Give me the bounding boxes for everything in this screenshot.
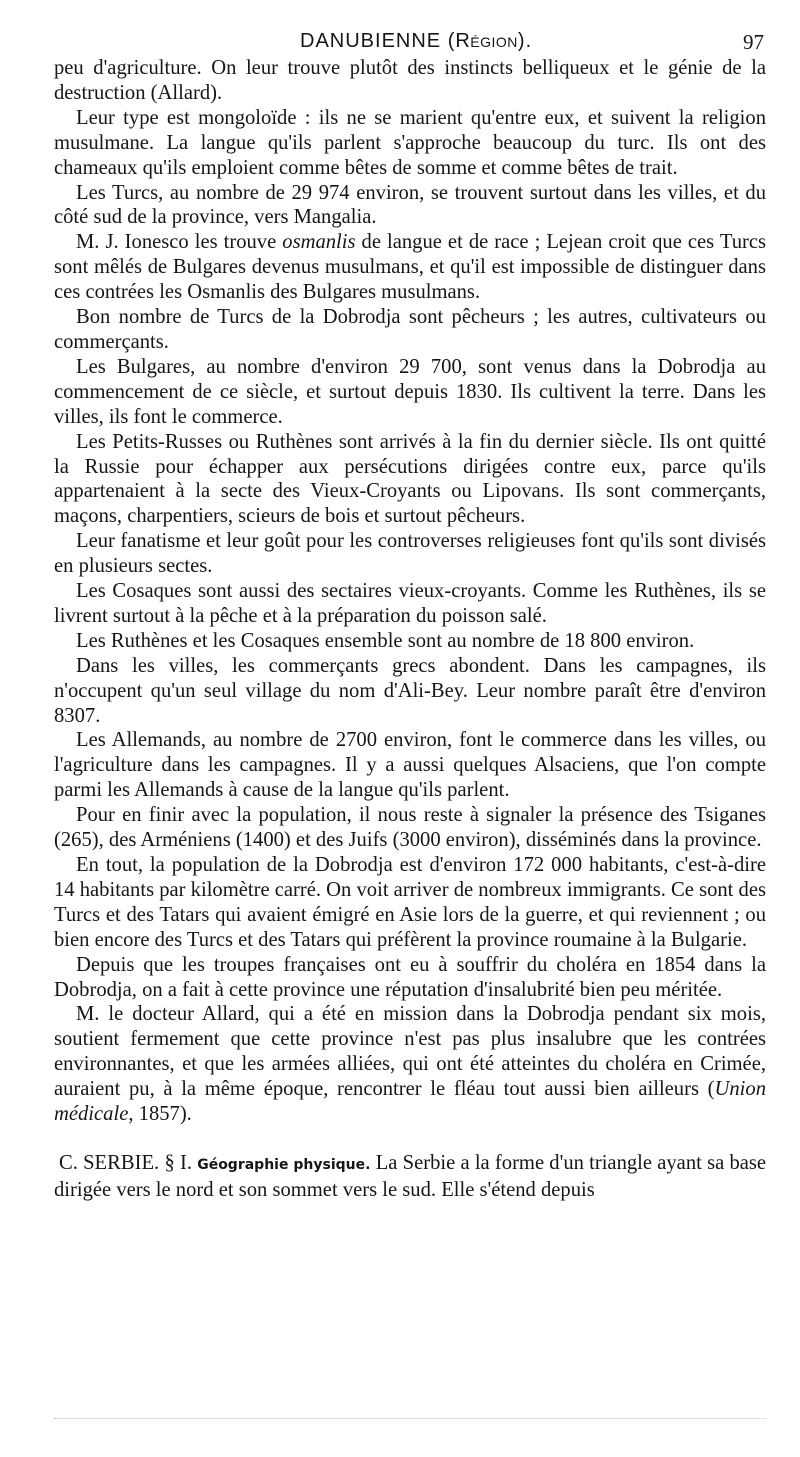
running-head-region: Région (455, 30, 518, 52)
paragraph: Pour en finir avec la population, il nous reste à signaler la présence des Tsiganes (265), des Arméniens (1400) et des Juifs (3000 environ), disséminés dans la province. (54, 804, 766, 852)
bottom-rule (54, 1418, 766, 1419)
page-number: 97 (743, 30, 764, 54)
running-head (300, 30, 532, 53)
paragraph: peu d'agriculture. On leur trouve plutôt des instincts belliqueux et le génie de la destruction (Allard). (54, 57, 766, 104)
paragraph: En tout, la population de la Dobrodja est d'environ 172 000 habitants, c'est-à-dire 14 habitants par kilomètre carré. On voit arriver de nombreux immigrants. Ce sont des Turcs et des Tatars qui avaient émigré en Asie lors de la guerre, et qui reviennent ; ou bien encore des Turcs et des Tatars qui préfèrent la province roumaine à la Bulgarie. (54, 854, 767, 951)
italic-text: Union médicale (54, 1078, 766, 1126)
section-text: La Serbie a la forme d'un triangle ayant sa base dirigée vers le nord et son sommet vers le sud. Elle s'étend depuis (54, 1151, 767, 1201)
paragraph: Les Bulgares, au nombre d'environ 29 700, sont venus dans la Dobrodja au commencement de ce siècle, et surtout depuis 1830. Ils cultivent la terre. Dans les villes, ils font le commerce. (54, 355, 766, 428)
paragraph: Leur fanatisme et leur goût pour les controverses religieuses font qu'ils sont divisés en plusieurs sectes. (54, 530, 766, 578)
paragraph: Les Cosaques sont aussi des sectaires vieux-croyants. Comme les Ruthènes, ils se livrent surtout à la pêche et à la préparation du poisson salé. (54, 580, 766, 627)
paragraph: Depuis que les troupes françaises ont eu à souffrir du choléra en 1854 dans la Dobrodja, on a fait à cette province une réputation d'insalubrité bien peu méritée. (54, 953, 766, 1001)
section-label: C. SERBIE. (59, 1151, 160, 1174)
paragraph: Les Turcs, au nombre de 29 974 environ, se trouvent surtout dans les villes, et du côté sud de la province, vers Mangalia. (54, 181, 766, 229)
book-page (54, 26, 766, 1203)
running-head-close: ). (517, 30, 533, 52)
italic-text: osmanlis (282, 231, 356, 254)
paragraph: Les Petits-Russes ou Ruthènes sont arrivés à la fin du dernier siècle. Ils ont quitté la Russie pour échapper aux persécutions dirigées contre eux, parce qu'ils appartenaient à la secte des Vieux-Croyants ou Lipovans. Ils sont commerçants, maçons, charpentiers, scieurs de bois et surtout pêcheurs. (54, 430, 766, 528)
paragraph: Les Ruthènes et les Cosaques ensemble sont au nombre de 18 800 environ. (76, 629, 695, 652)
paragraph: Leur type est mongoloïde : ils ne se marient qu'entre eux, et suivent la religion musulmane. La langue qu'ils parlent s'approche beaucoup du turc. Ils ont des chameaux qu'ils emploient comme bêtes de somme et comme bêtes de trait. (54, 106, 766, 179)
body-text (54, 56, 766, 1203)
paragraph: M. le docteur Allard, qui a été en mission dans la Dobrodja pendant six mois, soutient fermement que cette province n'est pas plus insalubre que les contrées environnantes, et que les armées alliées, qui ont été atteintes du choléra en Crimée, auraient pu, à la même époque, rencontrer le fléau tout aussi bien ailleurs (Union médicale, 1857). (54, 1003, 766, 1126)
paragraph: Bon nombre de Turcs de la Dobrodja sont pêcheurs ; les autres, cultivateurs ou commerçants. (54, 306, 766, 353)
paragraph: Les Allemands, au nombre de 2700 environ, font le commerce dans les villes, ou l'agriculture dans les campagnes. Il y a aussi quelques Alsaciens, que l'on compte parmi les Allemands à cause de la langue qu'ils parlent. (54, 729, 766, 802)
page-header (54, 26, 766, 56)
paragraph: Dans les villes, les commerçants grecs abondent. Dans les campagnes, ils n'occupent qu'un seul village du nom d'Ali-Bey. Leur nombre paraît être d'environ 8307. (54, 654, 766, 727)
paragraph: M. J. Ionesco les trouve osmanlis de langue et de race ; Lejean croit que ces Turcs sont mêlés de Bulgares devenus musulmans, et qu'il est impossible de distinguer dans ces contrées les Osmanlis des Bulgares musulmans. (54, 231, 766, 304)
section-heading-paragraph (54, 1151, 766, 1203)
running-head-title: DANUBIENNE ( (300, 30, 456, 52)
paragraph-mark: § I. (164, 1151, 192, 1174)
section-title: Géographie physique. (197, 1156, 371, 1173)
